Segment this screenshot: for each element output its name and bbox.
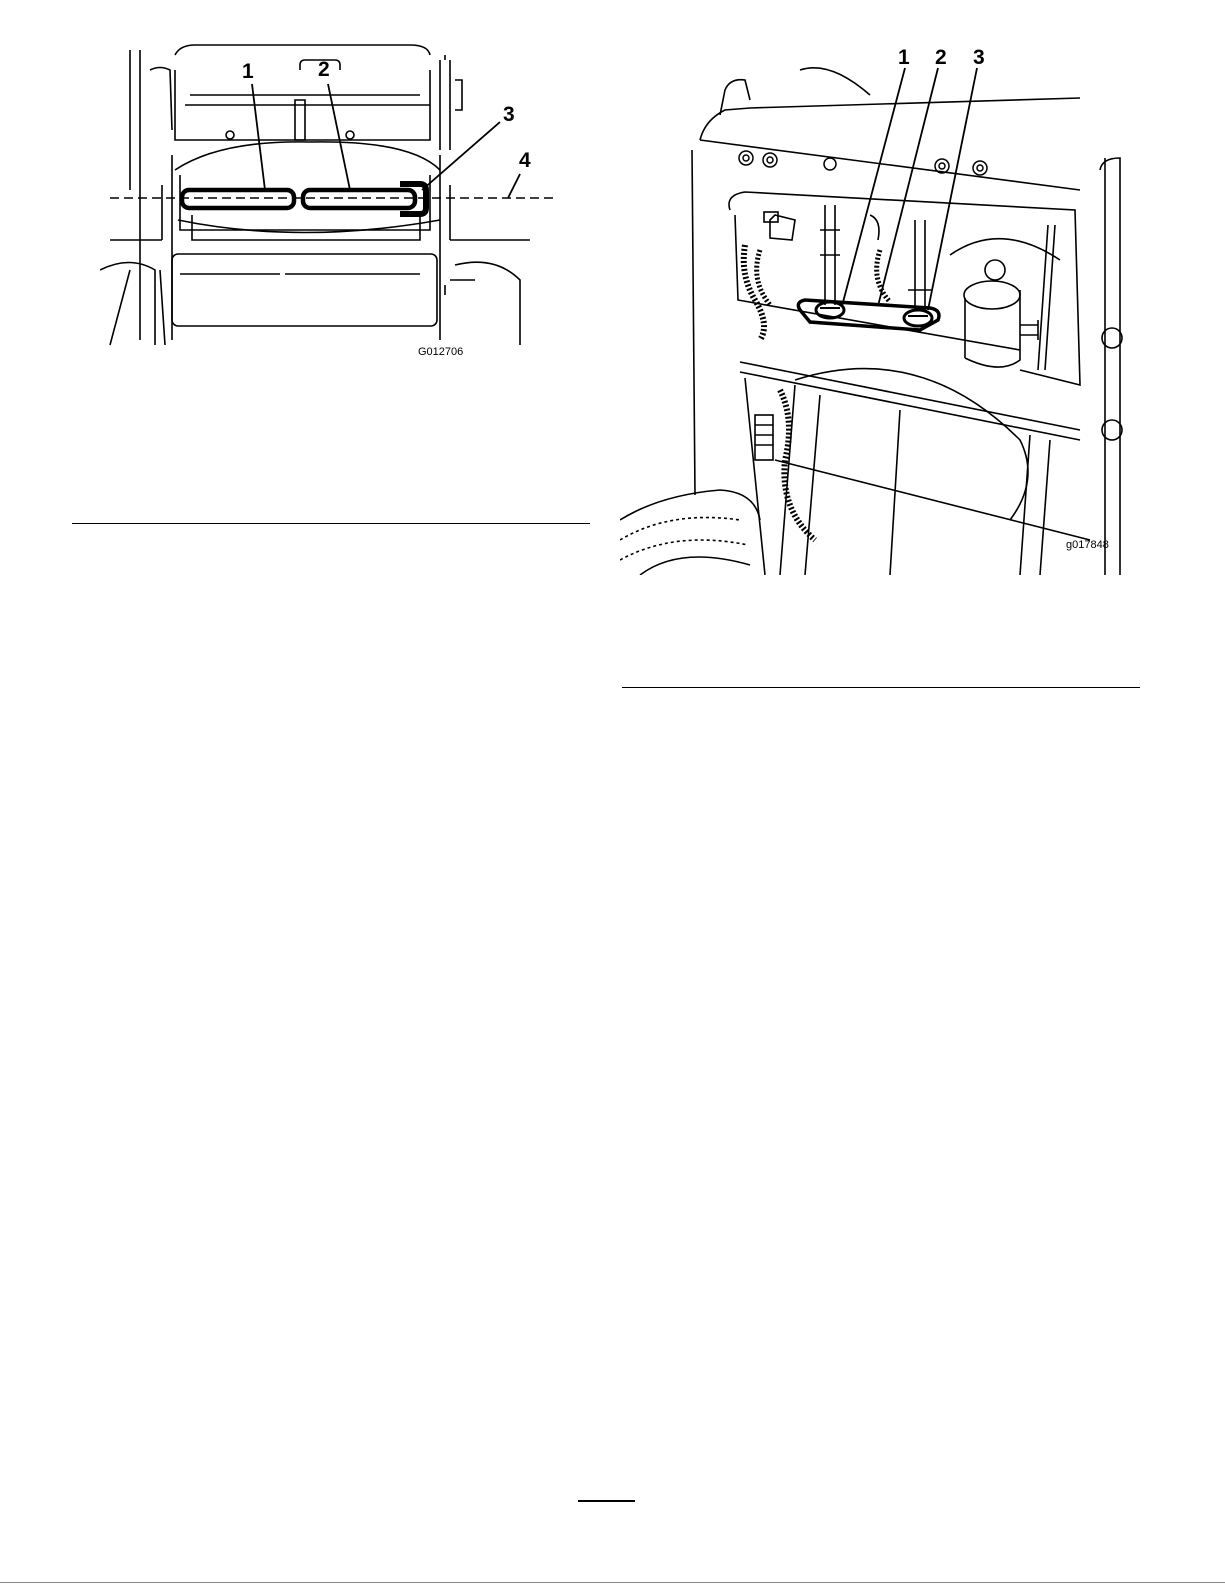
callout-4: 4	[519, 149, 531, 172]
divider	[72, 523, 590, 524]
page-bottom-border	[0, 1582, 1225, 1583]
callout-2: 2	[318, 58, 330, 81]
figure-code: g017848	[1066, 539, 1109, 551]
divider	[622, 687, 1140, 688]
callout-1: 1	[242, 60, 254, 83]
figure-seat-area-top-view	[100, 40, 570, 370]
footer-divider	[578, 1500, 635, 1502]
callout-1: 1	[898, 46, 910, 69]
figure-control-linkage-view	[620, 40, 1140, 575]
callout-3: 3	[503, 103, 515, 126]
figure-code: G012706	[418, 346, 464, 358]
callout-3: 3	[973, 46, 985, 69]
callout-2: 2	[935, 46, 947, 69]
